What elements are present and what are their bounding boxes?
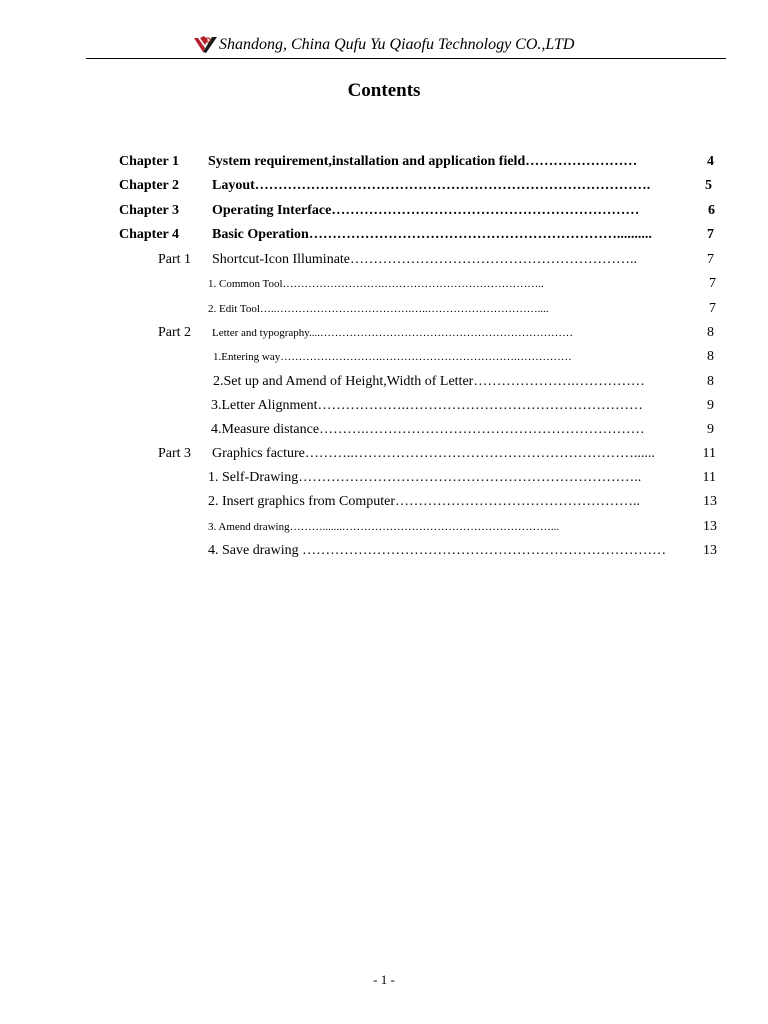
toc-title: 4.Measure distance……….……………………………………………………	[211, 422, 645, 437]
toc-title: Letter and typography....……………………………………………………………	[212, 327, 574, 339]
toc-page: 4	[707, 154, 714, 169]
toc-row-entering-way[interactable]	[0, 349, 768, 369]
toc-label: Part 2	[158, 325, 192, 340]
toc-row-part-2[interactable]	[0, 325, 768, 345]
toc-row-chapter-1[interactable]	[0, 154, 768, 174]
toc-row-insert-graphics[interactable]	[0, 494, 768, 514]
toc-row-part-1[interactable]	[0, 252, 768, 272]
toc-title: 1. Common Tool……………………….……………………………………..	[208, 278, 544, 290]
toc-title: System requirement,installation and application field……………………	[208, 154, 638, 169]
toc-page: 8	[707, 325, 714, 340]
toc-row-chapter-3[interactable]	[0, 203, 768, 223]
toc-title: 1. Self-Drawing………………………………………………………………..	[208, 470, 642, 485]
company-name: Shandong, China Qufu Yu Qiaofu Technology CO.,LTD	[219, 36, 575, 53]
toc-label: Chapter 3	[119, 203, 180, 218]
toc-title: 2. Insert graphics from Computer……………………………………………..	[208, 494, 641, 509]
toc-row-part-3[interactable]	[0, 446, 768, 466]
toc-page: 7	[709, 301, 716, 316]
toc-row-chapter-2[interactable]	[0, 178, 768, 198]
toc-row-letter-alignment[interactable]	[0, 398, 768, 418]
toc-page: 5	[705, 178, 712, 193]
toc-label: Part 1	[158, 252, 192, 267]
toc-row-common-tool[interactable]	[0, 278, 768, 298]
toc-label: Chapter 2	[119, 178, 180, 193]
toc-title: 3. Amend drawing……….......…………………………………………………...	[208, 521, 560, 533]
toc-label: Chapter 4	[119, 227, 180, 242]
toc-label: Part 3	[158, 446, 192, 461]
toc-page: 11	[702, 470, 716, 485]
toc-title: Basic Operation…………………………………………………………..........	[212, 227, 652, 242]
toc-row-letter-size[interactable]	[0, 374, 768, 394]
toc-row-amend-drawing[interactable]	[0, 519, 768, 539]
toc-row-save-drawing[interactable]	[0, 543, 768, 563]
toc-page: 11	[702, 446, 716, 461]
page-title: Contents	[347, 80, 421, 101]
toc-title: Layout………………………………………………………………………….	[212, 178, 651, 193]
toc-row-edit-tool[interactable]	[0, 303, 768, 323]
toc-page: 8	[707, 374, 714, 389]
toc-row-chapter-4[interactable]	[0, 227, 768, 247]
toc-page: 13	[703, 519, 717, 534]
toc-page: 8	[707, 349, 714, 364]
toc-page: 7	[707, 252, 714, 267]
toc-page: 9	[707, 398, 714, 413]
toc-page: 9	[707, 422, 714, 437]
toc-title: 2.Set up and Amend of Height,Width of Letter………………….……………	[213, 374, 645, 389]
toc-page: 7	[709, 276, 716, 291]
toc-title: Shortcut-Icon Illuminate……………………………………………………..	[212, 252, 638, 267]
toc-row-self-drawing[interactable]	[0, 470, 768, 490]
toc-page: 6	[708, 203, 715, 218]
toc-title: 1.Entering way……………………….……………………………….……………	[213, 351, 572, 363]
toc-page: 7	[707, 227, 714, 242]
company-logo-icon	[192, 34, 218, 54]
toc-title: 2. Edit Tool…..……………………………….…..…………………………....	[208, 303, 549, 315]
toc-label: Chapter 1	[119, 154, 180, 169]
toc-title: Operating Interface…………………………………………………………	[212, 203, 640, 218]
page-header	[86, 34, 726, 59]
toc-page: 13	[703, 494, 717, 509]
toc-row-measure-distance[interactable]	[0, 422, 768, 442]
toc-title: Graphics facture………..……………………………………………………......	[212, 446, 655, 461]
toc-page: 13	[703, 543, 717, 558]
toc-title: 3.Letter Alignment……………….……………………………………………	[211, 398, 644, 413]
page-number: - 1 -	[373, 972, 395, 987]
toc-title: 4. Save drawing ……………………………………………………………………	[208, 543, 667, 558]
